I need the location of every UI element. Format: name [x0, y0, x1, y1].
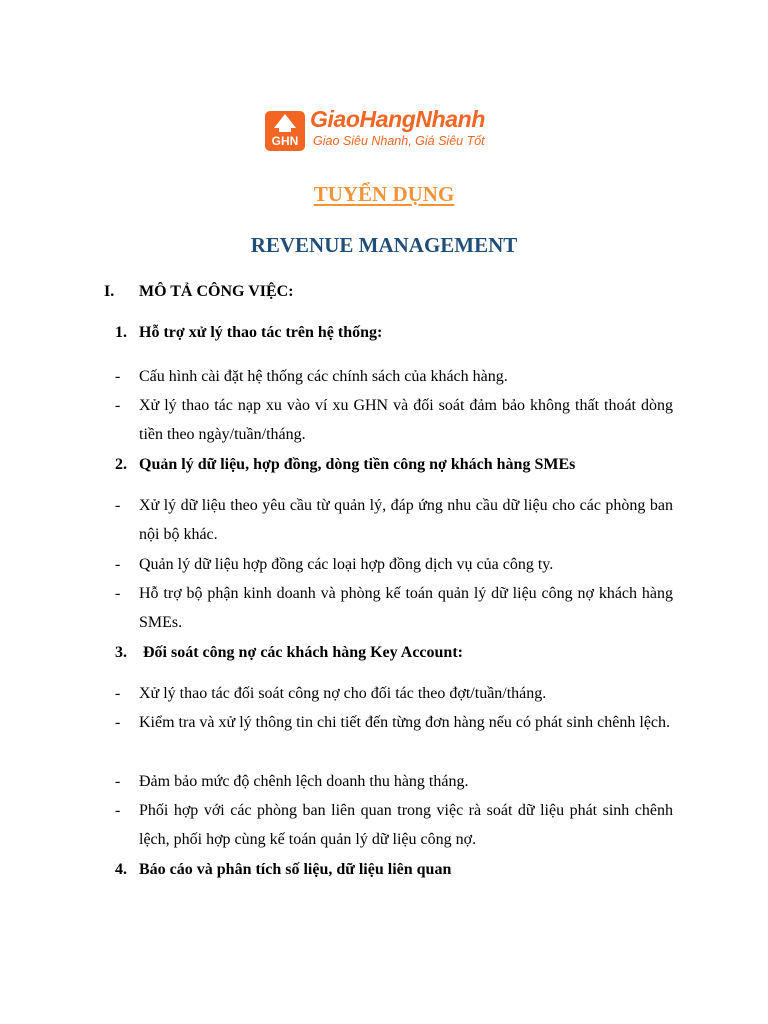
- page-title: TUYỂN DỤNG: [313, 182, 455, 206]
- bullet-dash: -: [115, 497, 121, 514]
- logo-tagline: Giao Siêu Nhanh, Giá Siêu Tốt: [313, 134, 485, 148]
- bullet-dash: -: [115, 585, 121, 602]
- item-heading: Báo cáo và phân tích số liệu, dữ liệu liên quan: [139, 861, 452, 878]
- logo-name: GiaoHangNhanh: [310, 106, 485, 132]
- section-heading: MÔ TẢ CÔNG VIỆC:: [139, 283, 294, 300]
- logo-mark-text: GHN: [271, 134, 299, 148]
- list-item: Quản lý dữ liệu hợp đồng các loại hợp đồng dịch vụ của công ty.: [139, 556, 554, 573]
- bullet-dash: -: [115, 685, 121, 702]
- list-item: Phối hợp với các phòng ban liên quan trong việc rà soát dữ liệu phát sinh chênh lệch, phối hợp cùng kế toán quản lý dữ liệu công nợ.: [139, 802, 673, 848]
- item-number: 1.: [115, 324, 127, 341]
- job-title: REVENUE MANAGEMENT: [250, 233, 518, 257]
- bullet-dash: -: [115, 802, 121, 819]
- list-item: Xử lý dữ liệu theo yêu cầu từ quản lý, đáp ứng nhu cầu dữ liệu cho các phòng ban nội bộ khác.: [139, 497, 673, 543]
- bullet-dash: -: [115, 368, 121, 385]
- list-item: Kiểm tra và xử lý thông tin chi tiết đến từng đơn hàng nếu có phát sinh chênh lệch.: [139, 714, 671, 731]
- list-item: Đảm bảo mức độ chênh lệch doanh thu hàng tháng.: [139, 773, 469, 790]
- item-heading: Đối soát công nợ các khách hàng Key Account:: [143, 644, 463, 661]
- ghn-logo: [265, 105, 515, 153]
- list-item: Xử lý thao tác nạp xu vào ví xu GHN và đối soát đảm bảo không thất thoát dòng tiền theo ngày/tuần/tháng.: [139, 397, 673, 443]
- bullet-dash: -: [115, 714, 121, 731]
- list-item: Xử lý thao tác đối soát công nợ cho đối tác theo đợt/tuần/tháng.: [139, 685, 547, 702]
- item-number: 3.: [115, 644, 127, 661]
- section-number: I.: [104, 283, 115, 300]
- item-number: 4.: [115, 861, 127, 878]
- ghn-logo-icon: [265, 111, 305, 151]
- bullet-dash: -: [115, 773, 121, 790]
- bullet-dash: -: [115, 397, 121, 414]
- item-number: 2.: [115, 456, 127, 473]
- bullet-dash: -: [115, 556, 121, 573]
- list-item: Hỗ trợ bộ phận kinh doanh và phòng kế toán quản lý dữ liệu công nợ khách hàng SMEs.: [139, 585, 673, 631]
- list-item: Cấu hình cài đặt hệ thống các chính sách của khách hàng.: [139, 368, 508, 385]
- item-heading: Hỗ trợ xử lý thao tác trên hệ thống:: [139, 324, 383, 341]
- item-heading: Quản lý dữ liệu, hợp đồng, dòng tiền công nợ khách hàng SMEs: [139, 456, 576, 473]
